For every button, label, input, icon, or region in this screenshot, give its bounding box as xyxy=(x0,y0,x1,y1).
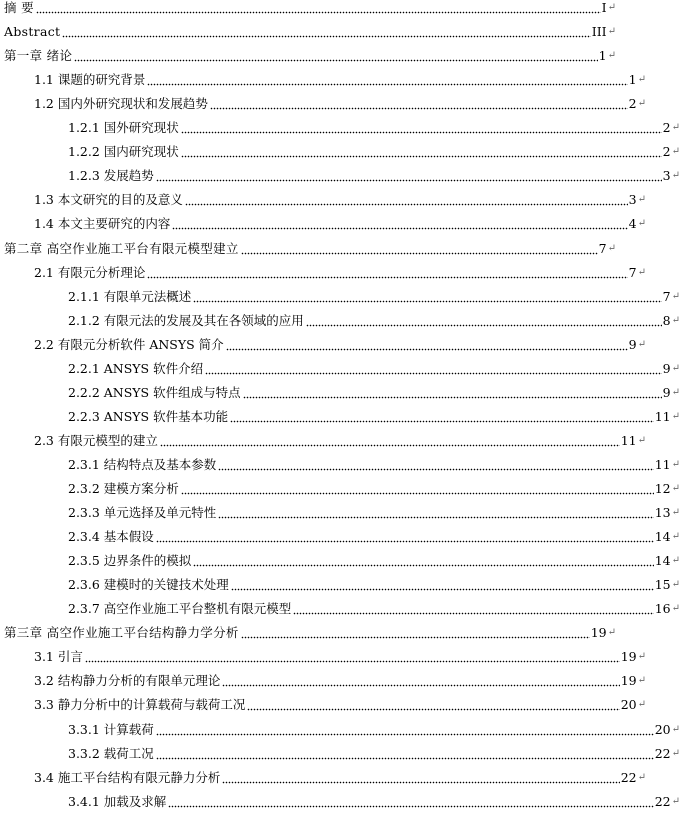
dot-leader xyxy=(147,265,627,280)
toc-entry-page: 19 xyxy=(620,649,637,665)
toc-entry[interactable] xyxy=(0,208,646,231)
dot-leader xyxy=(205,361,662,376)
toc-entry-page: 2 xyxy=(662,144,671,160)
toc-entry-title: 3.4 施工平台结构有限元静力分析 xyxy=(34,769,221,785)
paragraph-mark-icon: ↵ xyxy=(671,507,680,519)
toc-entry[interactable] xyxy=(0,569,680,592)
paragraph-mark-icon: ↵ xyxy=(607,242,616,254)
dot-leader xyxy=(74,48,597,63)
toc-entry[interactable] xyxy=(0,88,646,111)
toc-entry-page: 11 xyxy=(654,456,671,472)
toc-entry-title: 2.3.7 高空作业施工平台整机有限元模型 xyxy=(68,601,292,617)
toc-entry-page: 9 xyxy=(662,384,671,400)
toc-entry[interactable] xyxy=(0,160,680,183)
toc-entry-title: Abstract xyxy=(4,24,61,40)
toc-entry-page: 2 xyxy=(662,120,671,136)
dot-leader xyxy=(181,144,662,159)
paragraph-mark-icon: ↵ xyxy=(637,338,646,350)
paragraph-mark-icon: ↵ xyxy=(671,555,680,567)
paragraph-mark-icon: ↵ xyxy=(637,218,646,230)
toc-entry-title: 3.1 引言 xyxy=(34,649,83,665)
paragraph-mark-icon: ↵ xyxy=(607,50,616,62)
toc-entry-title: 3.2 结构静力分析的有限单元理论 xyxy=(34,673,221,689)
toc-entry[interactable] xyxy=(0,0,616,15)
toc-entry-page: 15 xyxy=(654,577,671,593)
toc-entry-title: 1.2.2 国内研究现状 xyxy=(68,144,179,160)
paragraph-mark-icon: ↵ xyxy=(671,458,680,470)
toc-entry-page: 22 xyxy=(654,793,671,809)
dot-leader xyxy=(181,120,662,135)
toc-entry-page: III xyxy=(591,24,607,40)
toc-entry[interactable] xyxy=(0,136,680,159)
toc-entry[interactable] xyxy=(0,738,680,761)
dot-leader xyxy=(147,72,627,87)
toc-entry[interactable] xyxy=(0,425,646,448)
dot-leader xyxy=(62,24,590,39)
toc-entry-page: 11 xyxy=(620,432,637,448)
dot-leader xyxy=(243,385,662,400)
dot-leader xyxy=(231,577,654,592)
dot-leader xyxy=(193,553,653,568)
toc-entry-title: 1.1 课题的研究背景 xyxy=(34,72,146,88)
toc-entry-title: 1.2.1 国外研究现状 xyxy=(68,120,179,136)
toc-entry-page: 1 xyxy=(598,48,607,64)
toc-entry[interactable] xyxy=(0,305,680,328)
toc-entry-title: 3.3.2 载荷工况 xyxy=(68,745,154,761)
dot-leader xyxy=(172,216,627,231)
toc-entry-title: 3.3.1 计算载荷 xyxy=(68,721,154,737)
paragraph-mark-icon: ↵ xyxy=(637,74,646,86)
toc-entry-page: 7 xyxy=(628,264,637,280)
dot-leader xyxy=(85,649,620,664)
toc-entry[interactable] xyxy=(0,786,680,809)
toc-entry-title: 2.2 有限元分析软件 ANSYS 简介 xyxy=(34,336,224,352)
paragraph-mark-icon: ↵ xyxy=(671,603,680,615)
toc-entry-title: 2.3.5 边界条件的模拟 xyxy=(68,553,192,569)
dot-leader xyxy=(160,433,620,448)
toc-entry-page: 20 xyxy=(620,697,637,713)
toc-entry[interactable] xyxy=(0,16,616,39)
toc-entry-page: 8 xyxy=(662,312,671,328)
toc-entry-page: 3 xyxy=(628,192,637,208)
toc-entry[interactable] xyxy=(0,665,646,688)
paragraph-mark-icon: ↵ xyxy=(607,627,616,639)
dot-leader xyxy=(156,168,662,183)
toc-entry-page: 19 xyxy=(590,625,607,641)
toc-entry-title: 2.2.1 ANSYS 软件介绍 xyxy=(68,360,204,376)
dot-leader xyxy=(185,192,628,207)
toc-entry-page: 12 xyxy=(654,481,671,496)
dot-leader xyxy=(226,337,628,352)
toc-entry-title: 2.3 有限元模型的建立 xyxy=(34,432,158,448)
paragraph-mark-icon: ↵ xyxy=(637,675,646,687)
paragraph-mark-icon: ↵ xyxy=(671,483,680,494)
dot-leader xyxy=(210,96,628,111)
dot-leader xyxy=(181,481,654,496)
paragraph-mark-icon: ↵ xyxy=(637,651,646,663)
toc-entry[interactable] xyxy=(0,521,680,544)
dot-leader xyxy=(218,505,653,520)
paragraph-mark-icon: ↵ xyxy=(671,723,680,735)
paragraph-mark-icon: ↵ xyxy=(637,699,646,711)
dot-leader xyxy=(156,529,654,544)
dot-leader xyxy=(222,673,619,688)
toc-entry[interactable] xyxy=(0,497,680,520)
toc-entry-page: 11 xyxy=(654,408,671,424)
paragraph-mark-icon: ↵ xyxy=(671,170,680,182)
toc-entry-page: 20 xyxy=(654,721,671,737)
toc-entry-title: 2.1 有限元分析理论 xyxy=(34,264,146,280)
dot-leader xyxy=(306,313,662,328)
toc-entry[interactable] xyxy=(0,184,646,207)
toc-entry[interactable] xyxy=(0,353,680,376)
toc-entry-title: 3.3 静力分析中的计算载荷与载荷工况 xyxy=(34,697,246,713)
toc-entry-title: 2.1.1 有限单元法概述 xyxy=(68,288,192,304)
toc-entry[interactable] xyxy=(0,64,646,87)
dot-leader xyxy=(247,697,619,712)
toc-entry-title: 2.2.2 ANSYS 软件组成与特点 xyxy=(68,384,241,400)
toc-entry[interactable] xyxy=(0,714,680,737)
toc-entry-title: 3.4.1 加载及求解 xyxy=(68,793,167,809)
toc-entry-page: 1 xyxy=(628,72,637,88)
paragraph-mark-icon: ↵ xyxy=(671,386,680,398)
toc-entry-title: 2.3.6 建模时的关键技术处理 xyxy=(68,577,229,593)
toc-entry[interactable] xyxy=(0,449,680,472)
dot-leader xyxy=(230,409,654,424)
toc-entry-page: 14 xyxy=(654,529,671,545)
dot-leader xyxy=(222,770,619,785)
toc-entry-page: 7 xyxy=(662,288,671,304)
toc-entry-title: 2.3.2 建模方案分析 xyxy=(68,481,179,496)
paragraph-mark-icon: ↵ xyxy=(671,531,680,543)
paragraph-mark-icon: ↵ xyxy=(671,290,680,302)
toc-entry-title: 摘 要 xyxy=(4,0,34,15)
toc-entry-page: 4 xyxy=(628,216,637,232)
toc-entry[interactable] xyxy=(0,473,680,496)
toc-entry[interactable] xyxy=(0,329,646,352)
paragraph-mark-icon: ↵ xyxy=(671,747,680,759)
toc-entry-page: 2 xyxy=(628,96,637,112)
toc-entry[interactable] xyxy=(0,593,680,616)
toc-entry-title: 1.2 国内外研究现状和发展趋势 xyxy=(34,96,208,112)
toc-entry[interactable] xyxy=(0,112,680,135)
dot-leader xyxy=(218,457,653,472)
toc-entry-title: 2.3.4 基本假设 xyxy=(68,529,154,545)
toc-entry-page: 13 xyxy=(654,505,671,521)
toc-entry[interactable] xyxy=(0,401,680,424)
paragraph-mark-icon: ↵ xyxy=(607,26,616,38)
toc-entry[interactable] xyxy=(0,377,680,400)
paragraph-mark-icon: ↵ xyxy=(637,266,646,278)
paragraph-mark-icon: ↵ xyxy=(671,122,680,134)
paragraph-mark-icon: ↵ xyxy=(671,795,680,807)
dot-leader xyxy=(156,722,654,737)
dot-leader xyxy=(241,241,598,256)
toc-entry-title: 1.2.3 发展趋势 xyxy=(68,168,154,184)
toc-entry-page: 22 xyxy=(654,745,671,761)
toc-entry-title: 第三章 高空作业施工平台结构静力学分析 xyxy=(4,625,239,641)
dot-leader xyxy=(36,0,601,15)
toc-entry-title: 第一章 绪论 xyxy=(4,48,73,64)
toc-entry[interactable] xyxy=(0,281,680,304)
toc-entry-title: 2.3.3 单元选择及单元特性 xyxy=(68,505,217,521)
toc-entry-page: 7 xyxy=(598,240,607,256)
paragraph-mark-icon: ↵ xyxy=(637,434,646,446)
toc-entry[interactable] xyxy=(0,233,616,256)
paragraph-mark-icon: ↵ xyxy=(637,194,646,206)
paragraph-mark-icon: ↵ xyxy=(607,2,616,13)
toc-entry[interactable] xyxy=(0,641,646,664)
toc-entry-title: 1.3 本文研究的目的及意义 xyxy=(34,192,183,208)
paragraph-mark-icon: ↵ xyxy=(671,314,680,326)
toc-entry[interactable] xyxy=(0,762,646,785)
paragraph-mark-icon: ↵ xyxy=(671,579,680,591)
toc-entry-page: 16 xyxy=(654,601,671,617)
toc-entry[interactable] xyxy=(0,257,646,280)
paragraph-mark-icon: ↵ xyxy=(671,146,680,158)
toc-entry-page: 9 xyxy=(628,336,637,352)
toc-entry-page: 22 xyxy=(620,769,637,785)
toc-entry-page: 14 xyxy=(654,553,671,569)
dot-leader xyxy=(293,601,653,616)
toc-entry[interactable] xyxy=(0,617,616,640)
paragraph-mark-icon: ↵ xyxy=(671,362,680,374)
toc-entry-page: 3 xyxy=(662,168,671,184)
toc-entry-title: 第二章 高空作业施工平台有限元模型建立 xyxy=(4,240,239,256)
toc-entry[interactable] xyxy=(0,40,616,63)
toc-entry-title: 1.4 本文主要研究的内容 xyxy=(34,216,171,232)
toc-entry-page: 9 xyxy=(662,360,671,376)
toc-entry[interactable] xyxy=(0,545,680,568)
paragraph-mark-icon: ↵ xyxy=(671,410,680,422)
dot-leader xyxy=(156,746,654,761)
toc-entry-title: 2.2.3 ANSYS 软件基本功能 xyxy=(68,408,229,424)
toc-entry-title: 2.1.2 有限元法的发展及其在各领域的应用 xyxy=(68,312,304,328)
dot-leader xyxy=(241,625,590,640)
paragraph-mark-icon: ↵ xyxy=(637,98,646,110)
toc-entry[interactable] xyxy=(0,689,646,712)
toc-entry-page: 19 xyxy=(620,673,637,689)
toc-entry-title: 2.3.1 结构特点及基本参数 xyxy=(68,456,217,472)
dot-leader xyxy=(168,794,653,809)
paragraph-mark-icon: ↵ xyxy=(637,771,646,783)
dot-leader xyxy=(193,289,661,304)
toc-entry-page: I xyxy=(601,0,607,15)
